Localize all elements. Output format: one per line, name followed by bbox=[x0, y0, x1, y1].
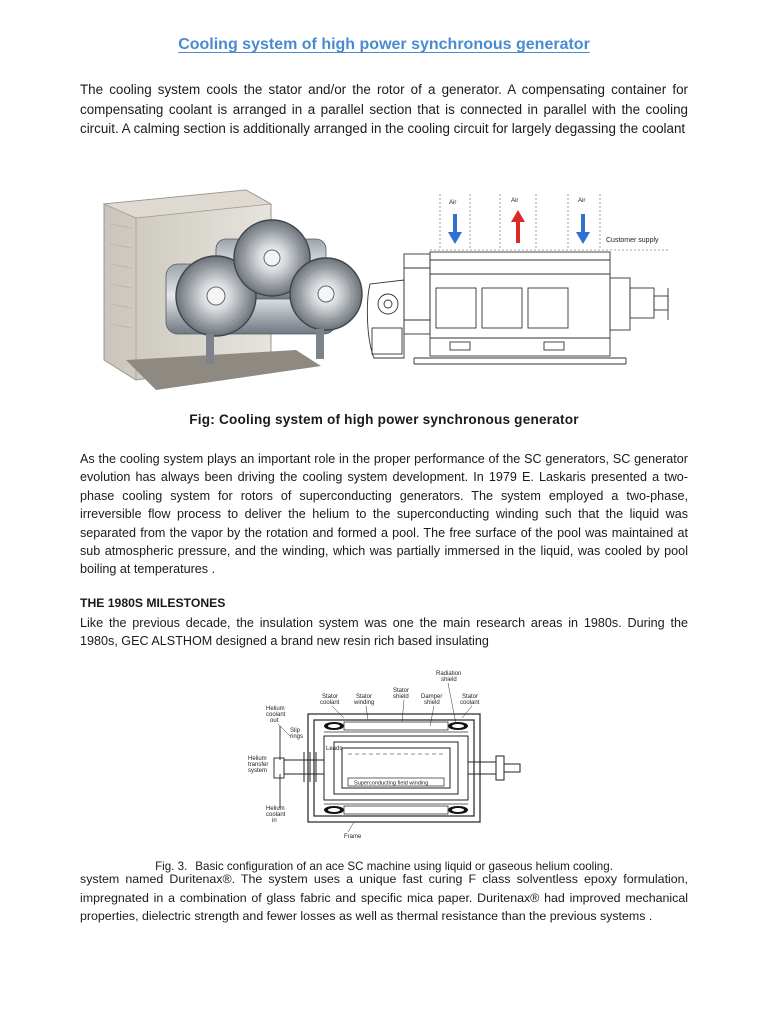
svg-text:Slip: Slip bbox=[290, 728, 301, 734]
svg-text:winding: winding bbox=[354, 700, 375, 706]
svg-text:Helium: Helium bbox=[266, 706, 285, 712]
air-label-center: Air bbox=[511, 198, 519, 204]
svg-text:Superconducting field winding: Superconducting field winding bbox=[354, 780, 429, 787]
svg-text:shield: shield bbox=[393, 694, 409, 700]
svg-text:coolant: coolant bbox=[266, 712, 286, 718]
svg-text:Stator: Stator bbox=[462, 694, 479, 700]
page-title: Cooling system of high power synchronous generator bbox=[178, 36, 590, 53]
sc-machine-configuration-diagram bbox=[244, 666, 526, 844]
svg-text:out: out bbox=[270, 718, 279, 724]
svg-text:coolant: coolant bbox=[266, 812, 286, 818]
figure3-caption-text: Basic configuration of an ace SC machine using liquid or gaseous helium cooling. bbox=[195, 860, 613, 873]
air-label-right: Air bbox=[578, 198, 586, 204]
cooling-history-paragraph: As the cooling system plays an important role in the proper performance of the SC generators, SC generator evolution has always been driving the cooling system development. In 1979 E. Laskaris presented a two-phase cooling system for rotors of superconducting generators. The system employed a two-phase, irreversible flow process to deliver the helium to the superconducting winding such that the liquid was separated from the vapor by the rotation and formed a pool. The free surface of the pool was maintained at sub atmospheric pressure, and the winding, which was partially immersed in the liquid, was cooled by pool boiling at temperatures . bbox=[80, 452, 688, 577]
svg-text:Radiation: Radiation bbox=[436, 671, 462, 677]
svg-text:Helium: Helium bbox=[248, 756, 267, 762]
air-label-left: Air bbox=[449, 200, 457, 206]
figure3-caption-prefix: Fig. 3. bbox=[155, 860, 188, 873]
svg-text:Frame: Frame bbox=[344, 834, 362, 840]
customer-supply-label: Customer supply bbox=[606, 237, 659, 244]
section-heading-1980s: THE 1980S MILESTONES bbox=[80, 596, 226, 610]
svg-text:system: system bbox=[248, 768, 268, 774]
generator-air-flow-drawing bbox=[364, 188, 680, 394]
svg-text:coolant: coolant bbox=[320, 700, 340, 706]
svg-text:shield: shield bbox=[424, 700, 440, 706]
svg-text:in: in bbox=[272, 818, 277, 824]
svg-text:rings: rings bbox=[290, 734, 304, 740]
figure1-caption: Fig: Cooling system of high power synchronous generator bbox=[189, 412, 579, 427]
svg-text:Helium: Helium bbox=[266, 806, 285, 812]
duritenax-paragraph: system named Duritenax®. The system uses a unique fast curing F class solventless epoxy formulation, impregnated in a combination of glass fabric and specific mica paper. Duritenax® had improved mechanical properties, dielectric strength and fewer losses as well as thermal resistance than the previous systems . bbox=[80, 872, 688, 924]
svg-text:shield: shield bbox=[441, 677, 457, 683]
svg-text:Stator: Stator bbox=[356, 694, 373, 700]
svg-text:Leads: Leads bbox=[326, 746, 343, 752]
insulation-paragraph: Like the previous decade, the insulation system was one the main research areas in 1980s. During the 1980s, GEC ALSTHOM designed a brand new resin rich based insulating bbox=[80, 616, 688, 649]
svg-text:coolant: coolant bbox=[460, 700, 480, 706]
intro-paragraph: The cooling system cools the stator and/or the rotor of a generator. A compensating container for compensating coolant is arranged in a parallel section that is connected in parallel with the cooling circuit. A calming section is additionally arranged in the cooling circuit for largely degassing the coolant bbox=[80, 82, 688, 137]
svg-text:Stator: Stator bbox=[322, 694, 339, 700]
svg-text:Stator: Stator bbox=[393, 688, 410, 694]
generator-cooler-photo bbox=[96, 184, 366, 396]
svg-text:Damper: Damper bbox=[421, 694, 443, 700]
svg-text:transfer: transfer bbox=[248, 762, 269, 768]
